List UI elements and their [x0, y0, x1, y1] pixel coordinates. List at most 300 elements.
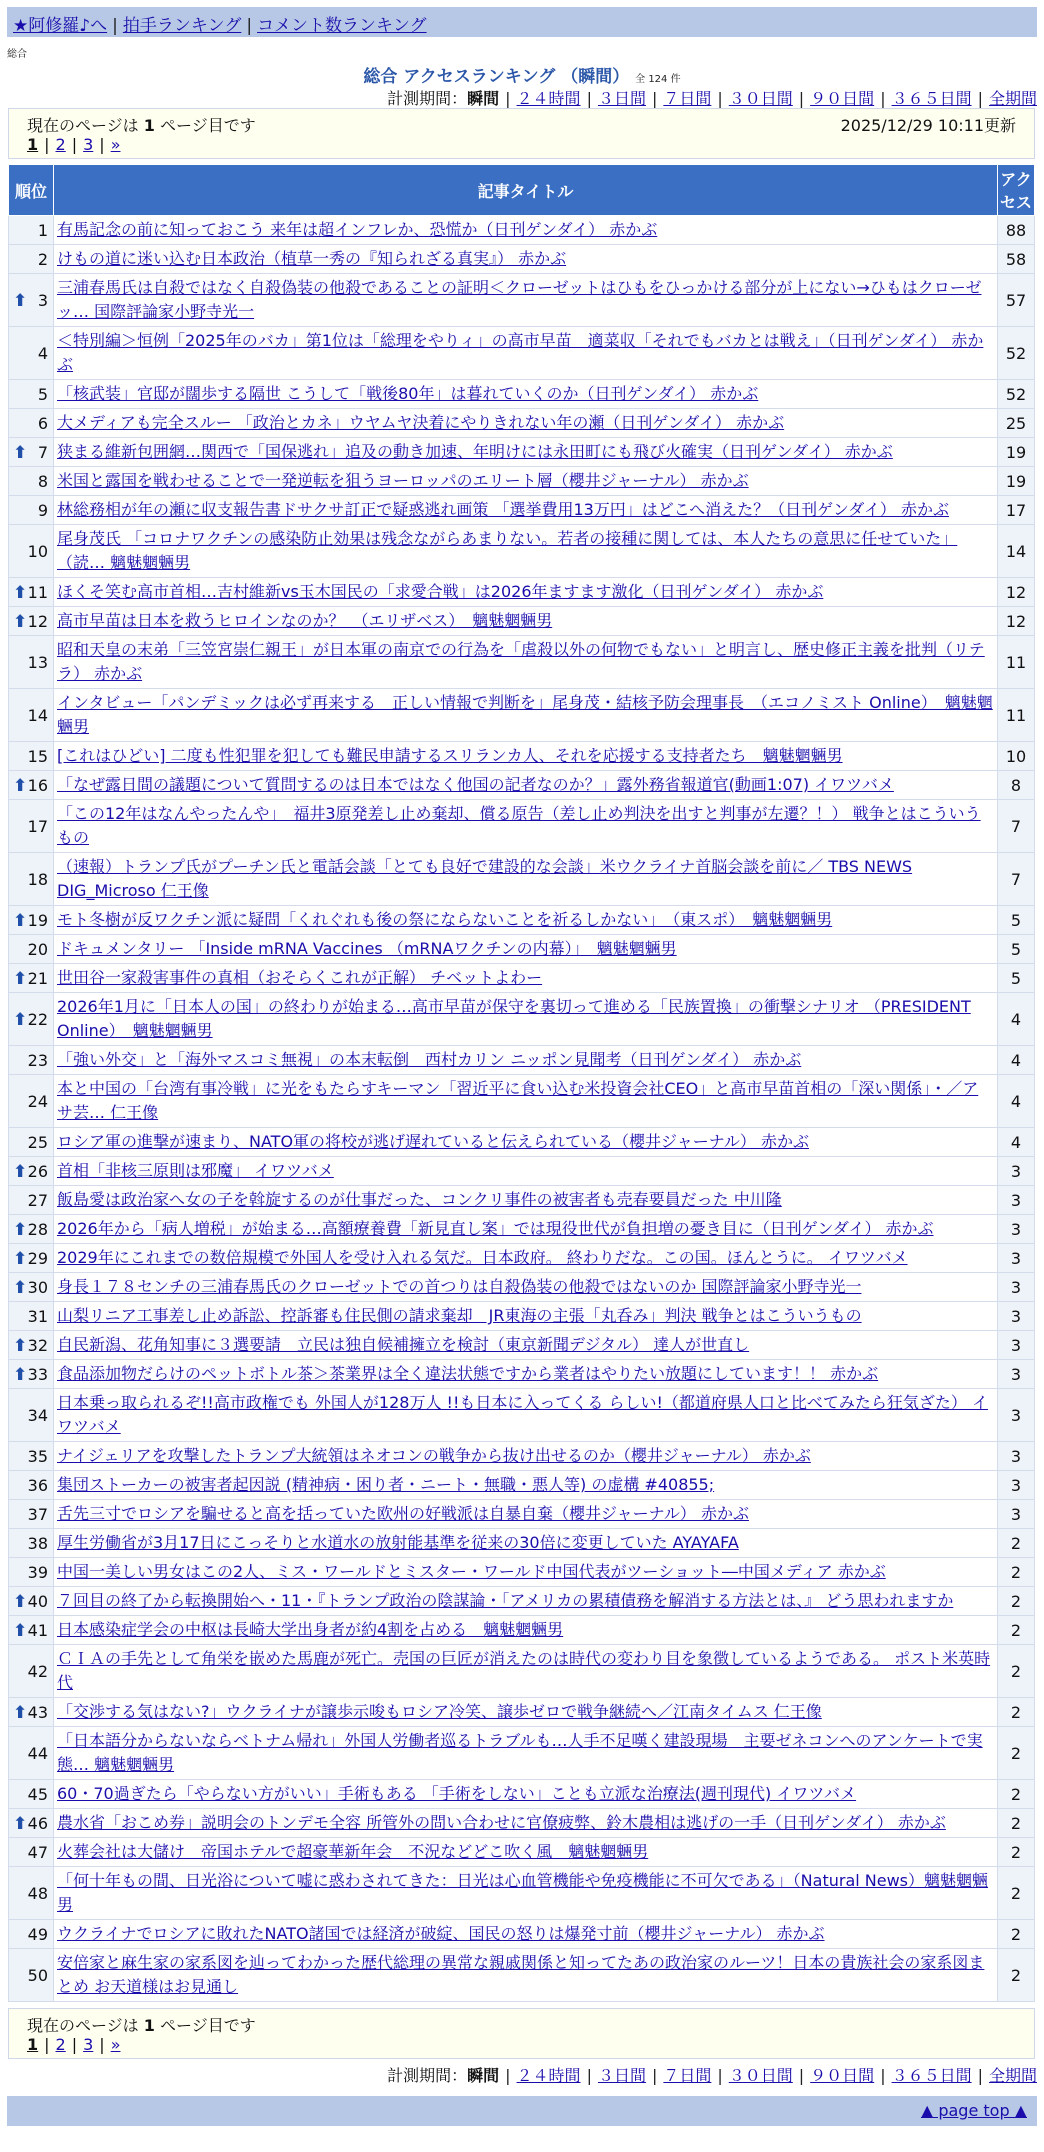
- pager-status: [27, 2013, 1016, 2035]
- table-row: [9, 1645, 1035, 1698]
- article-link[interactable]: 中国一美しい男女はこの2人、ミス・ワールドとミスター・ワールド中国代表がツーショット―中国メディア 赤かぶ: [57, 1562, 886, 1581]
- rank-number: 8: [37, 471, 48, 491]
- access-count: 52: [998, 380, 1035, 409]
- up-arrow-icon: ⬆: [13, 1009, 28, 1030]
- title-cell: [54, 1389, 998, 1442]
- title-cell: [54, 496, 998, 525]
- article-link[interactable]: ロシア軍の進撃が速まり、NATO軍の将校が逃げ遅れていると伝えられている（櫻井ジャーナル） 赤かぶ: [57, 1132, 810, 1151]
- page-link[interactable]: 2: [55, 2035, 66, 2054]
- article-link[interactable]: 高市早苗は日本を救うヒロインなのか？ （エリザベス） 魑魅魍魎男: [57, 611, 553, 630]
- page-link[interactable]: »: [110, 2035, 121, 2054]
- table-row: [9, 689, 1035, 742]
- access-count: 19: [998, 438, 1035, 467]
- article-link[interactable]: ウクライナでロシアに敗れたNATO諸国では経済が破綻、国民の怒りは爆発寸前（櫻井ジャーナル） 赤かぶ: [57, 1924, 825, 1943]
- access-count: 7: [998, 800, 1035, 853]
- rank-cell: [9, 1698, 54, 1727]
- rank-number: 20: [27, 939, 48, 959]
- table-row: [9, 1302, 1035, 1331]
- rank-number: 11: [27, 582, 48, 602]
- access-count: 3: [998, 1273, 1035, 1302]
- article-link[interactable]: 「日本語分からないならベトナム帰れ」外国人労働者巡るトラブルも…人手不足嘆く建設現場 主要ゼネコンへのアンケートで実態… 魑魅魍魎男: [57, 1731, 983, 1774]
- rank-cell: [9, 964, 54, 993]
- up-arrow-icon: ⬆: [13, 1335, 28, 1356]
- access-count: 2: [998, 1920, 1035, 1949]
- rank-number: 14: [27, 705, 48, 725]
- rank-cell: [9, 1616, 54, 1645]
- period-separator: |: [880, 2066, 886, 2085]
- title-cell: [54, 1809, 998, 1838]
- rank-cell: [9, 800, 54, 853]
- table-row: [9, 1780, 1035, 1809]
- rank-number: 24: [27, 1091, 48, 1111]
- rank-cell: [9, 1360, 54, 1389]
- access-count: 2: [998, 1867, 1035, 1920]
- rank-number: 15: [27, 746, 48, 766]
- up-arrow-icon: ⬆: [13, 1277, 28, 1298]
- rank-cell: [9, 496, 54, 525]
- period-separator: |: [586, 2066, 592, 2085]
- access-count: 3: [998, 1186, 1035, 1215]
- rank-cell: [9, 578, 54, 607]
- top-navigation: [7, 7, 1037, 37]
- article-link[interactable]: 日本感染症学会の中枢は長崎大学出身者が約4割を占める 魑魅魍魎男: [57, 1620, 564, 1639]
- up-arrow-icon: ⬆: [13, 290, 28, 311]
- rank-cell: [9, 1186, 54, 1215]
- access-count: 12: [998, 578, 1035, 607]
- table-row: [9, 438, 1035, 467]
- article-link[interactable]: 2026年1月に「日本人の国」の終わりが始まる…高市早苗が保守を裏切って進める「民族置換」の衝撃シナリオ （PRESIDENT Online） 魑魅魍魎男: [57, 997, 971, 1040]
- page-link[interactable]: 2: [55, 135, 66, 154]
- title-cell: [54, 1949, 998, 2002]
- title-cell: [54, 993, 998, 1046]
- rank-cell: [9, 906, 54, 935]
- article-link[interactable]: 「核武装」官邸が闊歩する隔世 こうして「戦後80年」は暮れていくのか（日刊ゲンダイ） 赤かぶ: [57, 384, 759, 403]
- article-link[interactable]: ＣＩＡの手先として角栄を嵌めた馬鹿が死亡。売国の巨匠が消えたのは時代の変わり目を象徴しているようである。 ポスト米英時代: [57, 1649, 991, 1692]
- title-cell: [54, 467, 998, 496]
- access-count: 3: [998, 1360, 1035, 1389]
- rank-cell: [9, 438, 54, 467]
- rank-number: 17: [27, 816, 48, 836]
- article-link[interactable]: 飯島愛は政治家へ女の子を斡旋するのが仕事だった、コンクリ事件の被害者も売春要員だった 中川隆: [57, 1190, 782, 1209]
- table-row: [9, 906, 1035, 935]
- title-cell: [54, 1215, 998, 1244]
- period-current: 瞬間: [467, 2066, 500, 2085]
- rank-number: 38: [27, 1533, 48, 1553]
- rank-cell: [9, 1558, 54, 1587]
- pager-current-page: 1: [143, 116, 155, 135]
- footer-bar: [7, 2096, 1037, 2126]
- rank-number: 31: [27, 1306, 48, 1326]
- table-row: [9, 1809, 1035, 1838]
- title-cell: [54, 1273, 998, 1302]
- up-arrow-icon: ⬆: [13, 1219, 28, 1240]
- rank-number: 2: [37, 249, 48, 269]
- rank-cell: [9, 1128, 54, 1157]
- access-count: 3: [998, 1244, 1035, 1273]
- table-row: [9, 1838, 1035, 1867]
- pager-text-prefix: 現在のページは: [27, 2016, 144, 2035]
- rank-number: 35: [27, 1446, 48, 1466]
- rank-cell: [9, 853, 54, 906]
- up-arrow-icon: ⬆: [13, 910, 28, 931]
- period-separator: |: [586, 89, 592, 108]
- up-arrow-icon: ⬆: [13, 582, 28, 603]
- up-arrow-icon: ⬆: [13, 1620, 28, 1641]
- title-cell: [54, 1302, 998, 1331]
- nav-separator: |: [246, 16, 253, 36]
- period-current: 瞬間: [467, 89, 500, 108]
- rank-cell: [9, 1442, 54, 1471]
- period-separator: |: [505, 89, 511, 108]
- period-separator: |: [880, 89, 886, 108]
- page-links: [27, 135, 1016, 154]
- rank-number: 28: [27, 1219, 48, 1239]
- rank-cell: [9, 245, 54, 274]
- access-count: 7: [998, 853, 1035, 906]
- period-link[interactable]: ２４時間: [516, 2066, 581, 2085]
- title-cell: [54, 380, 998, 409]
- article-link[interactable]: 日本乗っ取られるぞ!!高市政権でも 外国人が128万人 !!も日本に入ってくる らしい!（都道府県人口と比べてみたら狂気ざた） イワツバメ: [57, 1393, 988, 1436]
- period-separator: |: [977, 89, 983, 108]
- article-link[interactable]: 2029年にこれまでの数倍規模で外国人を受け入れる気だ。日本政府。 終わりだな。この国。ほんとうに。 イワツバメ: [57, 1248, 908, 1267]
- rank-cell: [9, 1471, 54, 1500]
- rank-number: 41: [27, 1620, 48, 1640]
- article-link[interactable]: 大メディアも完全スルー 「政治とカネ」ウヤムヤ決着にやりきれない年の瀬（日刊ゲンダイ） 赤かぶ: [57, 413, 785, 432]
- title-cell: [54, 1442, 998, 1471]
- access-count: 3: [998, 1442, 1035, 1471]
- period-link[interactable]: ３６５日間: [891, 89, 972, 108]
- table-row: [9, 800, 1035, 853]
- title-cell: [54, 1186, 998, 1215]
- article-link[interactable]: 林総務相が年の瀬に収支報告書ドサクサ訂正で疑惑逃れ画策 「選挙費用13万円」はどこへ消えた？（日刊ゲンダイ） 赤かぶ: [57, 500, 949, 519]
- table-row: [9, 1616, 1035, 1645]
- article-link[interactable]: 世田谷一家殺害事件の真相（おそらくこれが正解） チベットよわー: [57, 968, 543, 987]
- table-row: [9, 935, 1035, 964]
- period-link[interactable]: ９０日間: [810, 89, 875, 108]
- title-cell: [54, 1529, 998, 1558]
- article-link[interactable]: ＜特別編＞恒例「2025年のバカ」第1位は「総理をやりィ」の高市早苗 適菜収「それでもバカとは戦え」（日刊ゲンダイ） 赤かぶ: [57, 331, 984, 374]
- period-link[interactable]: ３０日間: [728, 89, 793, 108]
- page-separator: |: [99, 2035, 105, 2054]
- table-row: [9, 1698, 1035, 1727]
- pager-current-page: 1: [143, 2016, 155, 2035]
- table-row: [9, 964, 1035, 993]
- article-link[interactable]: 食品添加物だらけのペットボトル茶＞茶業界は全く違法状態ですから業者はやりたい放題にしています！！ 赤かぶ: [57, 1364, 879, 1383]
- access-count: 2: [998, 1558, 1035, 1587]
- article-link[interactable]: 「強い外交」と「海外マスコミ無視」の本末転倒 西村カリン ニッポン見聞考（日刊ゲンダイ） 赤かぶ: [57, 1050, 802, 1069]
- rank-number: 6: [37, 413, 48, 433]
- period-link[interactable]: ７日間: [663, 89, 712, 108]
- rank-cell: [9, 1075, 54, 1128]
- title-cell: [54, 1157, 998, 1186]
- rank-cell: [9, 1302, 54, 1331]
- period-link[interactable]: ３０日間: [728, 2066, 793, 2085]
- table-row: [9, 1587, 1035, 1616]
- table-row: [9, 853, 1035, 906]
- table-row: [9, 771, 1035, 800]
- table-row: [9, 1128, 1035, 1157]
- table-row: [9, 1442, 1035, 1471]
- rank-cell: [9, 993, 54, 1046]
- article-link[interactable]: 尾身茂氏 「コロナワクチンの感染防止効果は残念ながらあまりない。若者の接種に関しては、本人たちの意思に任せていた」（読… 魑魅魍魎男: [57, 529, 958, 572]
- article-link[interactable]: 集団ストーカーの被害者起因説 (精神病・困り者・ニート・無職・悪人等) の虚構 #40855;: [57, 1475, 715, 1494]
- article-link[interactable]: [これはひどい] 二度も性犯罪を犯しても難民申請するスリランカ人、それを応援する支持者たち 魑魅魍魎男: [57, 746, 843, 765]
- article-link[interactable]: インタビュー「パンデミックは必ず再来する 正しい情報で判断を」尾身茂・結核予防会理事長 （エコノミスト Online） 魑魅魍魎男: [57, 693, 993, 736]
- period-separator: |: [717, 2066, 723, 2085]
- rank-number: 22: [27, 1009, 48, 1029]
- rank-cell: [9, 1331, 54, 1360]
- period-separator: |: [505, 2066, 511, 2085]
- table-row: [9, 993, 1035, 1046]
- up-arrow-icon: ⬆: [13, 1248, 28, 1269]
- title-cell: [54, 1645, 998, 1698]
- title-cell: [54, 1867, 998, 1920]
- comment-ranking-link[interactable]: コメント数ランキング: [257, 16, 427, 36]
- page-title: 総合 アクセスランキング （瞬間）: [363, 67, 630, 87]
- rank-number: 27: [27, 1190, 48, 1210]
- pager-status: [27, 113, 1016, 135]
- page-separator: |: [71, 2035, 78, 2054]
- access-count: 12: [998, 607, 1035, 636]
- home-link[interactable]: ★阿修羅♪へ: [13, 16, 108, 36]
- rank-number: 40: [27, 1591, 48, 1611]
- table-row: [9, 636, 1035, 689]
- rank-number: 18: [27, 869, 48, 889]
- rank-number: 21: [27, 968, 48, 988]
- article-link[interactable]: 身長１７８センチの三浦春馬氏のクローゼットでの首つりは自殺偽装の他殺ではないのか 国際評論家小野寺光一: [57, 1277, 862, 1296]
- rank-cell: [9, 1215, 54, 1244]
- article-link[interactable]: 「なぜ露日間の議題について質問するのは日本ではなく他国の記者なのか？」露外務省報道官(動画1:07) イワツバメ: [57, 775, 894, 794]
- period-link[interactable]: 全期間: [988, 2066, 1037, 2085]
- rank-cell: [9, 467, 54, 496]
- article-link[interactable]: ほくそ笑む高市首相…吉村維新vs玉木国民の「求愛合戦」は2026年ますます激化（日刊ゲンダイ） 赤かぶ: [57, 582, 824, 601]
- rank-number: 48: [27, 1883, 48, 1903]
- access-count: 10: [998, 742, 1035, 771]
- rank-number: 19: [27, 910, 48, 930]
- access-count: 3: [998, 1500, 1035, 1529]
- rank-cell: [9, 409, 54, 438]
- article-link[interactable]: 60・70過ぎたら「やらない方がいい」手術もある 「手術をしない」ことも立派な治療法(週刊現代) イワツバメ: [57, 1784, 857, 1803]
- table-row: [9, 380, 1035, 409]
- access-count: 25: [998, 409, 1035, 438]
- access-count: 2: [998, 1529, 1035, 1558]
- article-link[interactable]: （速報）トランプ氏がプーチン氏と電話会談「とても良好で建設的な会談」米ウクライナ首脳会談を前に／ TBS NEWS DIG_Microso 仁王像: [57, 857, 913, 900]
- access-count: 5: [998, 906, 1035, 935]
- table-row: [9, 327, 1035, 380]
- table-row: [9, 1949, 1035, 2002]
- rank-cell: [9, 1838, 54, 1867]
- up-arrow-icon: ⬆: [13, 1161, 28, 1182]
- access-count: 2: [998, 1727, 1035, 1780]
- period-separator: |: [717, 89, 723, 108]
- rank-number: 1: [37, 220, 48, 240]
- access-count: 2: [998, 1780, 1035, 1809]
- rank-cell: [9, 1157, 54, 1186]
- article-link[interactable]: 舌先三寸でロシアを騙せると高を括っていた欧州の好戦派は自暴自棄（櫻井ジャーナル） 赤かぶ: [57, 1504, 749, 1523]
- rank-number: 30: [27, 1277, 48, 1297]
- table-row: [9, 1389, 1035, 1442]
- article-link[interactable]: 農水省「おこめ券」説明会のトンデモ全容 所管外の問い合わせに官僚疲弊、鈴木農相は逃げの一手（日刊ゲンダイ） 赤かぶ: [57, 1813, 946, 1832]
- rank-number: 9: [37, 500, 48, 520]
- table-row: [9, 1273, 1035, 1302]
- article-link[interactable]: 厚生労働省が3月17日にこっそりと水道水の放射能基準を従来の30倍に変更していた AYAYAFA: [57, 1533, 739, 1552]
- article-link[interactable]: ナイジェリアを攻撃したトランプ大統領はネオコンの戦争から抜け出せるのか（櫻井ジャーナル） 赤かぶ: [57, 1446, 811, 1465]
- rank-number: 29: [27, 1248, 48, 1268]
- table-row: [9, 1215, 1035, 1244]
- up-arrow-icon: ⬆: [13, 1591, 28, 1612]
- rank-cell: [9, 1645, 54, 1698]
- title-cell: [54, 742, 998, 771]
- table-row: [9, 1727, 1035, 1780]
- article-link[interactable]: 「交渉する気はない?」ウクライナが譲歩示唆もロシア冷笑、譲歩ゼロで戦争継続へ／江南タイムス 仁王像: [57, 1702, 822, 1721]
- access-count: 17: [998, 496, 1035, 525]
- access-count: 2: [998, 1838, 1035, 1867]
- article-link[interactable]: ７回目の終了から転換開始へ・11・『トランプ政治の陰謀論・「アメリカの累積債務を解消する方法とは、』 どう思われますか: [57, 1591, 954, 1610]
- title-cell: [54, 607, 998, 636]
- title-cell: [54, 245, 998, 274]
- rank-number: 49: [27, 1924, 48, 1944]
- rank-cell: [9, 1273, 54, 1302]
- page-links: [27, 2035, 1016, 2054]
- article-link[interactable]: 火葬会社は大儲け 帝国ホテルで超豪華新年会 不況などどこ吹く風 魑魅魍魎男: [57, 1842, 649, 1861]
- period-link[interactable]: ３日間: [597, 89, 646, 108]
- table-row: [9, 1331, 1035, 1360]
- access-count: 3: [998, 1331, 1035, 1360]
- page-link-current: 1: [27, 2035, 39, 2054]
- article-link[interactable]: 本と中国の「台湾有事冷戦」に光をもたらすキーマン「習近平に食い込む米投資会社CEO」と高市早苗首相の「深い関係」・／アサ芸… 仁王像: [57, 1079, 979, 1122]
- title-cell: [54, 1780, 998, 1809]
- rank-cell: [9, 1867, 54, 1920]
- article-link[interactable]: 狭まる維新包囲網…関西で「国保逃れ」追及の動き加速、年明けには永田町にも飛び火確実（日刊ゲンダイ） 赤かぶ: [57, 442, 893, 461]
- clap-ranking-link[interactable]: 拍手ランキング: [122, 16, 242, 36]
- up-arrow-icon: ⬆: [13, 1813, 28, 1834]
- table-row: [9, 216, 1035, 245]
- title-cell: [54, 906, 998, 935]
- article-link[interactable]: 「この12年はなんやったんや」 福井3原発差し止め棄却、償る原告（差し止め判決を出すと判事が左遷？！） 戦争とはこういうもの: [57, 804, 981, 847]
- page-top-link[interactable]: ▲ page top ▲: [920, 2101, 1027, 2120]
- table-row: [9, 1244, 1035, 1273]
- rank-cell: [9, 1244, 54, 1273]
- total-count: 全 124 件: [635, 74, 681, 85]
- access-count: 19: [998, 467, 1035, 496]
- access-count: 3: [998, 1471, 1035, 1500]
- page-link[interactable]: 3: [83, 135, 94, 154]
- period-separator: |: [977, 2066, 983, 2085]
- article-link[interactable]: ドキュメンタリー 「Inside mRNA Vaccines （mRNAワクチンの内幕）」 魑魅魍魎男: [57, 939, 677, 958]
- pager-text-suffix: ページ目です: [154, 2016, 256, 2035]
- article-link[interactable]: 首相「非核三原則は邪魔」 イワツバメ: [57, 1161, 334, 1180]
- table-row: [9, 1529, 1035, 1558]
- column-header-access: アクセス: [998, 165, 1035, 216]
- rank-number: 50: [27, 1965, 48, 1985]
- access-count: 3: [998, 1157, 1035, 1186]
- rank-number: 47: [27, 1842, 48, 1862]
- rank-cell: [9, 607, 54, 636]
- title-cell: [54, 1587, 998, 1616]
- rank-cell: [9, 1780, 54, 1809]
- page-separator: |: [99, 135, 105, 154]
- access-count: 57: [998, 274, 1035, 327]
- period-link[interactable]: ３６５日間: [891, 2066, 972, 2085]
- page-link[interactable]: 3: [83, 2035, 94, 2054]
- table-row: [9, 1867, 1035, 1920]
- title-cell: [54, 409, 998, 438]
- title-cell: [54, 1920, 998, 1949]
- article-link[interactable]: 「何十年もの間、日光浴について嘘に惑わされてきた：日光は心血管機能や免疫機能に不可欠である」（Natural News）魑魅魍魎男: [57, 1871, 989, 1914]
- article-link[interactable]: 三浦春馬氏は自殺ではなく自殺偽装の他殺であることの証明＜クローゼットはひもをひっかける部分が上にない→ひもはクローゼッ… 国際評論家小野寺光一: [57, 278, 982, 321]
- period-link[interactable]: 全期間: [988, 89, 1037, 108]
- article-link[interactable]: 山梨リニア工事差し止め訴訟、控訴審も住民側の請求棄却 JR東海の主張「丸呑み」判決 戦争とはこういうもの: [57, 1306, 862, 1325]
- access-count: 2: [998, 1645, 1035, 1698]
- access-count: 4: [998, 993, 1035, 1046]
- table-row: [9, 274, 1035, 327]
- period-link[interactable]: ２４時間: [516, 89, 581, 108]
- article-link[interactable]: 自民新潟、花角知事に３選要請 立民は独自候補擁立を検討（東京新聞デジタル） 達人が世直し: [57, 1335, 750, 1354]
- rank-number: 3: [37, 290, 48, 310]
- title-cell: [54, 1558, 998, 1587]
- table-row: [9, 245, 1035, 274]
- title-cell: [54, 1838, 998, 1867]
- period-label: 計測期間：: [387, 89, 468, 108]
- title-cell: [54, 1616, 998, 1645]
- access-count: 3: [998, 1302, 1035, 1331]
- table-row: [9, 1920, 1035, 1949]
- title-cell: [54, 1128, 998, 1157]
- title-cell: [54, 1075, 998, 1128]
- table-row: [9, 578, 1035, 607]
- access-count: 58: [998, 245, 1035, 274]
- period-link[interactable]: ３日間: [597, 2066, 646, 2085]
- article-link[interactable]: けもの道に迷い込む日本政治（植草一秀の『知られざる真実』） 赤かぶ: [57, 249, 567, 268]
- rank-number: 33: [27, 1364, 48, 1384]
- period-link[interactable]: ９０日間: [810, 2066, 875, 2085]
- title-cell: [54, 1046, 998, 1075]
- ranking-heading: [0, 62, 1044, 87]
- title-cell: [54, 689, 998, 742]
- rank-cell: [9, 1046, 54, 1075]
- pager-bottom: [8, 2008, 1035, 2059]
- article-link[interactable]: 有馬記念の前に知っておこう 来年は超インフレか、恐慌か（日刊ゲンダイ） 赤かぶ: [57, 220, 658, 239]
- page-link[interactable]: »: [110, 135, 121, 154]
- column-header-title: 記事タイトル: [54, 165, 998, 216]
- article-link[interactable]: 安倍家と麻生家の家系図を辿ってわかった歴代総理の異常な親戚関係と知ってたあの政治家のルーツ！日本の貴族社会の家系図まとめ お天道様はお見通し: [57, 1953, 985, 1996]
- page-separator: |: [71, 135, 78, 154]
- table-row: [9, 1471, 1035, 1500]
- article-link[interactable]: 2026年から「病人増税」が始まる…高額療養費「新見直し案」では現役世代が負担増の憂き目に（日刊ゲンダイ） 赤かぶ: [57, 1219, 934, 1238]
- rank-cell: [9, 1727, 54, 1780]
- pager-text-prefix: 現在のページは: [27, 116, 144, 135]
- pager-text-suffix: ページ目です: [154, 116, 256, 135]
- period-link[interactable]: ７日間: [663, 2066, 712, 2085]
- article-link[interactable]: 米国と露国を戦わせることで一発逆転を狙うヨーロッパのエリート層（櫻井ジャーナル） 赤かぶ: [57, 471, 749, 490]
- access-count: 3: [998, 1215, 1035, 1244]
- up-arrow-icon: ⬆: [13, 968, 28, 989]
- up-arrow-icon: ⬆: [13, 1702, 28, 1723]
- page-link-current: 1: [27, 135, 39, 154]
- article-link[interactable]: モト冬樹が反ワクチン派に疑問「くれぐれも後の祭にならないことを祈るしかない」 （東スポ） 魑魅魍魎男: [57, 910, 833, 929]
- access-count: 14: [998, 525, 1035, 578]
- table-row: [9, 1046, 1035, 1075]
- title-cell: [54, 1331, 998, 1360]
- table-row: [9, 1157, 1035, 1186]
- title-cell: [54, 853, 998, 906]
- table-row: [9, 525, 1035, 578]
- rank-cell: [9, 935, 54, 964]
- rank-cell: [9, 327, 54, 380]
- article-link[interactable]: 昭和天皇の末弟「三笠宮崇仁親王」が日本軍の南京での行為を「虐殺以外の何物でもない」と明言し、歴史修正主義を批判（リテラ） 赤かぶ: [57, 640, 985, 683]
- rank-cell: [9, 380, 54, 409]
- page-separator: |: [44, 135, 50, 154]
